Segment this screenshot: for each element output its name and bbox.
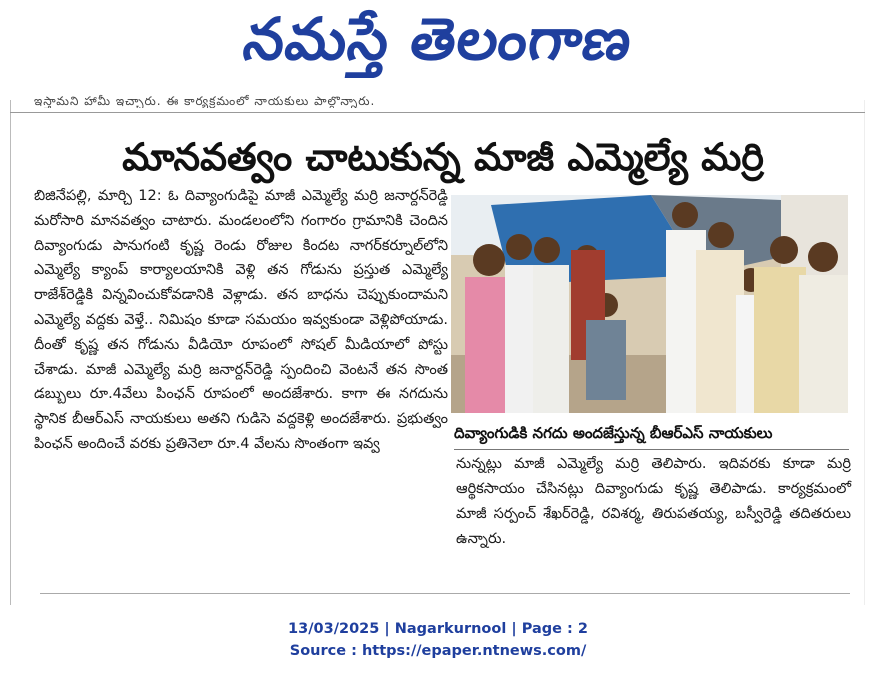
article-body-continued: నున్నట్లు మాజీ ఎమ్మెల్యే మర్రి తెలిపారు. ఇదివరకు కూడా మర్రి ఆర్థికసాయం చేసినట్లు దివ్యాంగుడు కృష్ణ తెలిపాడు. కార్యక్రమంలో మాజీ సర్పంచ్ శేఖర్‌రెడ్డి, రవిశర్మ, తిరుపతయ్య, బస్వీరెడ్డి తదితరులు ఉన్నారు. — [456, 456, 851, 547]
previous-article-fragment: ఇస్తామని హామీ ఇచ్చారు. ఈ కార్యక్రమంలో నాయకులు పాల్గొన్నారు. — [34, 94, 376, 108]
article-clipping — [10, 94, 865, 605]
bottom-divider — [40, 593, 850, 594]
newspaper-logo: నమస్తే తెలంగాణ — [239, 5, 637, 73]
page-footer — [0, 618, 876, 662]
edition-dateline: 13/03/2025 | Nagarkurnool | Page : 2 — [288, 621, 588, 637]
article-photo — [451, 195, 848, 413]
masthead — [0, 0, 876, 80]
clip-edge-left — [10, 100, 11, 605]
article-body-text: బిజినేపల్లి, మార్చి 12: ఓ దివ్యాంగుడిపై మాజీ ఎమ్మెల్యే మర్రి జనార్దన్‌రెడ్డి మరోసారి మానవత్వం చాటారు. మండలంలోని గంగారం గ్రామానికి చెందిన దివ్యాంగుడు పానుగంటి కృష్ణ రెండు రోజుల కిందట నాగర్‌కర్నూల్‌లోని ఎమ్మెల్యే క్యాంప్ కార్యాలయానికి వెళ్లి తన గోడును ప్రస్తుత ఎమ్మెల్యే రాజేశ్‌రెడ్డికి విన్నవించుకోవడానికి వెళ్లాడు. తన బాధను చెప్పుకుందామని ఎమ్మెల్యే వద్దకు వెళ్తే.. నిమిషం కూడా సమయం ఇవ్వకుండా వెళ్లిపోయాడు. దీంతో కృష్ణ తన గోడును వీడియో రూపంలో సోషల్ మీడియాలో పోస్టు చేశాడు. మాజీ ఎమ్మెల్యే మర్రి జనార్దన్‌రెడ్డి స్పందించి వెంటనే తన సొంత డబ్బులు రూ.4వేలు పింఛన్ రూపంలో అందజేశారు. కాగా ఈ నగదును స్థానిక బీఆర్‌ఎస్ నాయకులు అతని గుడిసె వద్దకెళ్లి అందజేశారు. ప్రభుత్వం పింఛన్ అందించే వరకు ప్రతినెలా రూ.4 వేలను సొంతంగా ఇవ్వ — [34, 188, 448, 452]
article-headline: మానవత్వం చాటుకున్న మాజీ ఎమ్మెల్యే మర్రి — [122, 135, 764, 179]
article-body-column-1 — [34, 184, 448, 580]
article-body-column-2 — [456, 452, 851, 582]
top-divider — [10, 112, 865, 113]
clip-edge-right — [864, 100, 865, 605]
group-photo-image — [451, 195, 848, 413]
source-link[interactable]: Source : https://epaper.ntnews.com/ — [289, 643, 587, 659]
caption-divider — [454, 449, 849, 450]
photo-caption: దివ్యాంగుడికి నగదు అందజేస్తున్న బీఆర్‌ఎస్ నాయకులు — [454, 424, 773, 442]
